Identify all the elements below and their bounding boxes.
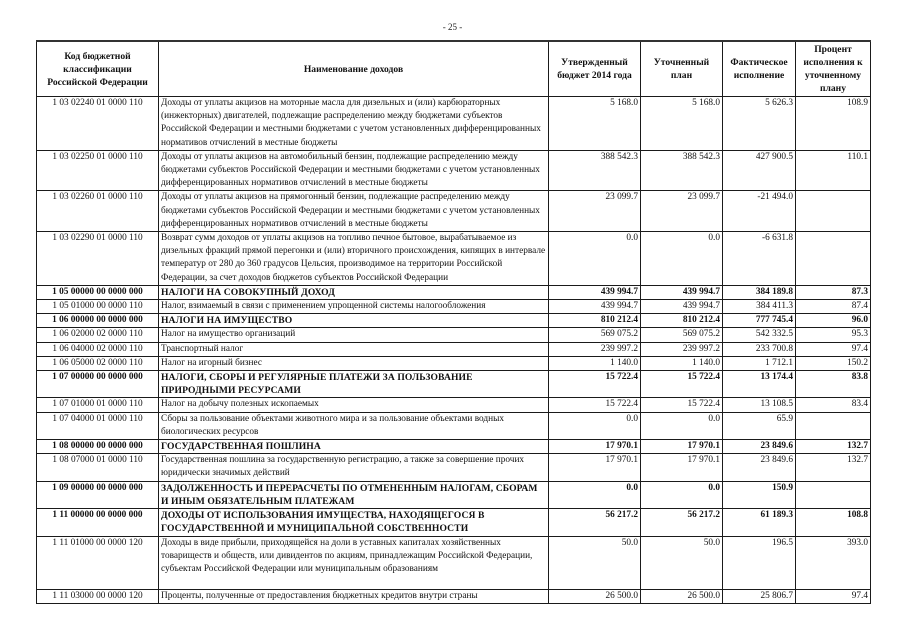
cell-actual: 542 332.5 (723, 328, 796, 342)
cell-name: Доходы от уплаты акцизов на моторные масла для дизельных и (или) карбюраторных (инжекторных) двигателей, подлежащие распределению между бюджетами субъектов Российской Федерации и местными бюджетами с учетом установленных дифференцированных нормативов отчислений в местные бюджеты (159, 97, 549, 151)
cell-approved: 239 997.2 (549, 342, 641, 356)
cell-code: 1 07 00000 00 0000 000 (37, 371, 159, 398)
cell-revised: 439 994.7 (641, 285, 723, 299)
cell-percent (796, 481, 871, 508)
cell-actual: 13 174.4 (723, 371, 796, 398)
page-number: - 25 - (442, 22, 463, 32)
table-row-section (37, 440, 871, 454)
cell-name: НАЛОГИ НА ИМУЩЕСТВО (159, 314, 549, 328)
cell-percent (796, 412, 871, 439)
cell-name: Налог на добычу полезных ископаемых (159, 398, 549, 412)
cell-percent: 132.7 (796, 440, 871, 454)
cell-approved: 569 075.2 (549, 328, 641, 342)
cell-revised: 1 140.0 (641, 356, 723, 370)
cell-name: Налог на имущество организаций (159, 328, 549, 342)
cell-revised: 50.0 (641, 536, 723, 590)
cell-revised: 0.0 (641, 412, 723, 439)
table-row (37, 342, 871, 356)
table-row (37, 191, 871, 232)
cell-name: Доходы от уплаты акцизов на прямогонный бензин, подлежащие распределению между бюджетами субъектов Российской Федерации и местными бюджетами с учетом установленных дифференцированных нормативов отчислений в местные бюджеты (159, 191, 549, 232)
cell-code: 1 09 00000 00 0000 000 (37, 481, 159, 508)
cell-actual: -21 494.0 (723, 191, 796, 232)
cell-code: 1 06 05000 02 0000 110 (37, 356, 159, 370)
cell-approved: 388 542.3 (549, 150, 641, 191)
cell-actual: 61 189.3 (723, 509, 796, 536)
table-row (37, 536, 871, 590)
cell-revised: 56 217.2 (641, 509, 723, 536)
cell-code: 1 11 00000 00 0000 000 (37, 509, 159, 536)
cell-revised: 17 970.1 (641, 454, 723, 481)
cell-name: ГОСУДАРСТВЕННАЯ ПОШЛИНА (159, 440, 549, 454)
cell-revised: 17 970.1 (641, 440, 723, 454)
header-actual: Фактическое исполнение (723, 41, 796, 97)
cell-code: 1 06 04000 02 0000 110 (37, 342, 159, 356)
cell-percent: 108.8 (796, 509, 871, 536)
cell-approved: 15 722.4 (549, 371, 641, 398)
cell-approved: 15 722.4 (549, 398, 641, 412)
cell-percent: 97.4 (796, 590, 871, 604)
cell-code: 1 11 03000 00 0000 120 (37, 590, 159, 604)
cell-revised: 810 212.4 (641, 314, 723, 328)
cell-name: ДОХОДЫ ОТ ИСПОЛЬЗОВАНИЯ ИМУЩЕСТВА, НАХОДЯЩЕГОСЯ В ГОСУДАРСТВЕННОЙ И МУНИЦИПАЛЬНОЙ СОБСТВЕННОСТИ (159, 509, 549, 536)
cell-actual: 5 626.3 (723, 97, 796, 151)
cell-actual: 384 189.8 (723, 285, 796, 299)
cell-revised: 5 168.0 (641, 97, 723, 151)
cell-percent: 150.2 (796, 356, 871, 370)
cell-actual: 777 745.4 (723, 314, 796, 328)
cell-name: Государственная пошлина за государственную регистрацию, а также за совершение прочих юридически значимых действий (159, 454, 549, 481)
cell-code: 1 03 02290 01 0000 110 (37, 232, 159, 286)
header-approved: Утвержденный бюджет 2014 года (549, 41, 641, 97)
cell-code: 1 03 02260 01 0000 110 (37, 191, 159, 232)
table-row-section (37, 314, 871, 328)
header-percent: Процент исполнения к уточненному плану (796, 41, 871, 97)
cell-code: 1 08 00000 00 0000 000 (37, 440, 159, 454)
header-code: Код бюджетной классификации Российской Федерации (37, 41, 159, 97)
cell-approved: 17 970.1 (549, 440, 641, 454)
header-name: Наименование доходов (159, 41, 549, 97)
cell-percent: 132.7 (796, 454, 871, 481)
cell-percent (796, 191, 871, 232)
cell-actual: -6 631.8 (723, 232, 796, 286)
cell-revised: 26 500.0 (641, 590, 723, 604)
table-row (37, 328, 871, 342)
cell-code: 1 07 01000 01 0000 110 (37, 398, 159, 412)
cell-name: НАЛОГИ, СБОРЫ И РЕГУЛЯРНЫЕ ПЛАТЕЖИ ЗА ПОЛЬЗОВАНИЕ ПРИРОДНЫМИ РЕСУРСАМИ (159, 371, 549, 398)
cell-actual: 427 900.5 (723, 150, 796, 191)
cell-revised: 23 099.7 (641, 191, 723, 232)
cell-name: Проценты, полученные от предоставления бюджетных кредитов внутри страны (159, 590, 549, 604)
table-body (37, 97, 871, 604)
cell-name: Возврат сумм доходов от уплаты акцизов на топливо печное бытовое, вырабатываемое из дизельных фракций прямой перегонки и (или) вторичного происхождения, кипящих в интервале температур от 280 до 360 градусов Цельсия, производимое на территории Российской Федерации, за счет доходов бюджетов субъектов Российской Федерации (159, 232, 549, 286)
table-row (37, 412, 871, 439)
revenue-table (36, 40, 871, 604)
table-row (37, 590, 871, 604)
table-header-row (37, 41, 871, 97)
cell-revised: 439 994.7 (641, 300, 723, 314)
cell-name: Налог на игорный бизнес (159, 356, 549, 370)
cell-code: 1 05 01000 00 0000 110 (37, 300, 159, 314)
cell-name: ЗАДОЛЖЕННОСТЬ И ПЕРЕРАСЧЕТЫ ПО ОТМЕНЕННЫМ НАЛОГАМ, СБОРАМ И ИНЫМ ОБЯЗАТЕЛЬНЫМ ПЛАТЕЖАМ (159, 481, 549, 508)
cell-revised: 15 722.4 (641, 371, 723, 398)
cell-approved: 810 212.4 (549, 314, 641, 328)
cell-name: НАЛОГИ НА СОВОКУПНЫЙ ДОХОД (159, 285, 549, 299)
table-row (37, 300, 871, 314)
cell-percent: 96.0 (796, 314, 871, 328)
cell-actual: 384 411.3 (723, 300, 796, 314)
cell-name: Доходы в виде прибыли, приходящейся на доли в уставных капиталах хозяйственных товариществ и обществ, или дивидентов по акциям, принадлежащим Российской Федерации, субъектам Российской Федерации или муниципальным образованиям (159, 536, 549, 590)
cell-revised: 0.0 (641, 481, 723, 508)
cell-revised: 569 075.2 (641, 328, 723, 342)
cell-percent: 97.4 (796, 342, 871, 356)
cell-approved: 0.0 (549, 481, 641, 508)
cell-percent: 95.3 (796, 328, 871, 342)
cell-percent: 393.0 (796, 536, 871, 590)
cell-revised: 239 997.2 (641, 342, 723, 356)
cell-approved: 23 099.7 (549, 191, 641, 232)
cell-percent (796, 232, 871, 286)
cell-percent: 83.4 (796, 398, 871, 412)
table-row-section (37, 285, 871, 299)
cell-actual: 150.9 (723, 481, 796, 508)
cell-actual: 233 700.8 (723, 342, 796, 356)
table-row (37, 232, 871, 286)
table-row (37, 398, 871, 412)
cell-percent: 108.9 (796, 97, 871, 151)
cell-approved: 1 140.0 (549, 356, 641, 370)
cell-code: 1 03 02240 01 0000 110 (37, 97, 159, 151)
cell-approved: 26 500.0 (549, 590, 641, 604)
cell-approved: 17 970.1 (549, 454, 641, 481)
cell-percent: 110.1 (796, 150, 871, 191)
cell-code: 1 07 04000 01 0000 110 (37, 412, 159, 439)
cell-revised: 15 722.4 (641, 398, 723, 412)
header-revised: Уточненный план (641, 41, 723, 97)
cell-approved: 0.0 (549, 412, 641, 439)
cell-name: Транспортный налог (159, 342, 549, 356)
cell-actual: 13 108.5 (723, 398, 796, 412)
cell-actual: 196.5 (723, 536, 796, 590)
table-row (37, 356, 871, 370)
cell-actual: 65.9 (723, 412, 796, 439)
cell-actual: 1 712.1 (723, 356, 796, 370)
cell-revised: 0.0 (641, 232, 723, 286)
cell-percent: 83.8 (796, 371, 871, 398)
cell-name: Налог, взимаемый в связи с применением упрощенной системы налогообложения (159, 300, 549, 314)
cell-percent: 87.3 (796, 285, 871, 299)
cell-actual: 23 849.6 (723, 454, 796, 481)
cell-approved: 50.0 (549, 536, 641, 590)
table-row (37, 454, 871, 481)
cell-approved: 56 217.2 (549, 509, 641, 536)
cell-approved: 439 994.7 (549, 300, 641, 314)
cell-code: 1 08 07000 01 0000 110 (37, 454, 159, 481)
table-row-section (37, 371, 871, 398)
cell-code: 1 06 02000 02 0000 110 (37, 328, 159, 342)
cell-approved: 0.0 (549, 232, 641, 286)
table-row (37, 97, 871, 151)
cell-code: 1 06 00000 00 0000 000 (37, 314, 159, 328)
cell-code: 1 11 01000 00 0000 120 (37, 536, 159, 590)
cell-code: 1 05 00000 00 0000 000 (37, 285, 159, 299)
cell-name: Сборы за пользование объектами животного мира и за пользование объектами водных биологических ресурсов (159, 412, 549, 439)
table-row (37, 150, 871, 191)
cell-percent: 87.4 (796, 300, 871, 314)
cell-approved: 439 994.7 (549, 285, 641, 299)
cell-actual: 25 806.7 (723, 590, 796, 604)
cell-code: 1 03 02250 01 0000 110 (37, 150, 159, 191)
cell-actual: 23 849.6 (723, 440, 796, 454)
cell-revised: 388 542.3 (641, 150, 723, 191)
cell-name: Доходы от уплаты акцизов на автомобильный бензин, подлежащие распределению между бюджетами субъектов Российской Федерации и местными бюджетами с учетом установленных дифференцированных нормативов отчислений в местные бюджеты (159, 150, 549, 191)
table-row-section (37, 509, 871, 536)
table-row-section (37, 481, 871, 508)
cell-approved: 5 168.0 (549, 97, 641, 151)
